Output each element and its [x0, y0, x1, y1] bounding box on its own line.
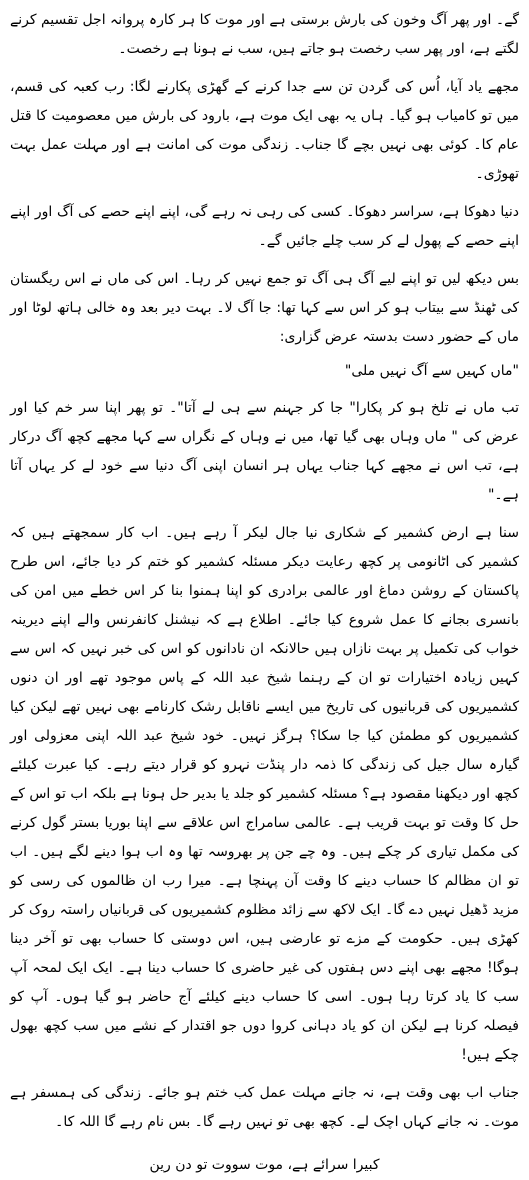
paragraph-fire-story: بس دیکھ لیں تو اپنے لیے آگ ہی آگ تو جمع نہیں کر رہا۔ اس کی ماں نے اس ریگستان کی ٹھنڈ سے بیتاب ہو کر اس سے کہا تھا: جا آگ لا۔ بہت دیر بعد وہ خالی ہاتھ لوٹا اور ماں کے حضور دست بدستہ عرض گزاری: — [10, 271, 519, 345]
paragraph-mother-reply: تب ماں نے تلخ ہو کر پکارا" جا کر جہنم سے ہی لے آتا"۔ تو پھر اپنا سر خم کیا اور عرض کی " ماں وہاں بھی گیا تھا، میں نے وہاں کے نگراں سے کہا مجھے کچھ آگ درکار ہے، تب اس نے مجھے کہا جناب یہاں ہر انسان اپنی آگ دنیا سے خود لے کر یہاں آتا ہے۔" — [10, 400, 519, 503]
quote-no-fire: "ماں کہیں سے آگ نہیں ملی" — [344, 363, 519, 379]
paragraph-world-deception: دنیا دھوکا ہے، سراسر دھوکا۔ کسی کی رہی نہ رہے گی، اپنے اپنے حصے کی آگ اور اپنے اپنے حصے کے پھول لے کر سب چلے جائیں گے۔ — [10, 204, 519, 249]
footer-verse: کبیرا سرائے ہے، موت سووت تو دن رین — [149, 1157, 380, 1173]
paragraph-conclusion: جناب اب بھی وقت ہے، نہ جانے مہلت عمل کب ختم ہو جائے۔ زندگی کی ہمسفر ہے موت۔ نہ جانے کہاں اچک لے۔ کچھ بھی تو نہیں رہے گا۔ بس نام رہے گا اللہ کا۔ — [10, 1085, 519, 1130]
paragraph-death-reminder: مجھے یاد آیا، اُس کی گردن تن سے جدا کرنے کے گھڑی پکارنے لگا: رب کعبہ کی قسم، میں تو کامیاب ہو گیا۔ ہاں یہ بھی ایک موت ہے، بارود کی بارش میں معصومیت کا قتل عام کا۔ کوئی بھی نہیں بچے گا جناب۔ زندگی موت کی امانت ہے اور مہلت عمل بہت تھوڑی۔ — [10, 79, 519, 182]
paragraph-farewell: گے۔ اور پھر آگ وخون کی بارش برستی ہے اور موت کا ہر کارہ پروانہ اجل تقسیم کرنے لگتے ہے، اور پھر سب رخصت ہو جاتے ہیں، سب نے ہونا ہے رخصت۔ — [10, 12, 519, 57]
paragraph-kashmir: سنا ہے ارض کشمیر کے شکاری نیا جال لیکر آ رہے ہیں۔ اب کار سمجھتے ہیں کہ کشمیر کی اٹانومی پر کچھ رعایت دیکر مسئلہ کشمیر کو ختم کر دیا جائے، اس طرح پاکستان کے روشن دماغ اور عالمی برادری کو اپنا ہمنوا بنا کر اس خطے میں امن کی بانسری بجانے کا عمل شروع کیا جائے۔ اطلاع ہے کہ نیشنل کانفرنس والے اپنے دیرینہ خواب کی تکمیل پر بہت نازاں ہیں حالانکہ ان نادانوں کو اس کی خبر نہیں کہ اس سے کہیں زیادہ اختیارات تو ان کے رہنما شیخ عبد اللہ کے پاس موجود تھے اور ان دنوں کشمیریوں کی قربانیوں کی تاریخ میں ایسے ناقابل رشک کارنامے بھی نہیں تھے لیکن کیا کشمیریوں کو مطمئن کیا جا سکا؟ ہرگز نہیں۔ خود شیخ عبد اللہ اپنی معزولی اور گیارہ سال جیل کی زندگی کا ذمہ دار پنڈت نہرو کو قرار دیتے رہے۔ کیا عبرت کیلئے کچھ اور دیکھنا مقصود ہے؟ مسئلہ کشمیر کو جلد یا بدیر حل ہونا ہے بلکہ اب تو اس کے حل کا وقت تو بہت قریب ہے۔ عالمی سامراج اس علاقے سے اپنا بوریا بستر گول کرنے کی مکمل تیاری کر چکے ہیں۔ وہ چے جن پر بھروسہ تھا وہ اب ہوا دینے لگے ہیں۔ اب تو ان مظالم کا حساب دینے کا وقت آن پہنچا ہے۔ میرا رب ان ظالموں کی رسی کو مزید ڈھیل نہیں دے گا۔ ایک لاکھ سے زائد مظلوم کشمیریوں کی قربانیاں راستہ روک کر کھڑی ہیں۔ حکومت کے مزے تو عارضی ہیں، اس دوستی کا حساب بھی تو آخر دینا ہوگا! مجھے بھی اپنے دس ہفتوں کی غیر حاضری کا حساب دینا ہے۔ ایک ایک لمحہ آپ سب کا یاد کرتا رہا ہوں۔ اسی کا حساب دینے کیلئے آج حاضر ہو گیا ہوں۔ آپ کو فیصلہ کرنا ہے لیکن ان کو یاد دہانی کروا دوں جو اقتدار کے نشے میں سب کچھ بھول چکے ہیں! — [10, 525, 519, 1063]
